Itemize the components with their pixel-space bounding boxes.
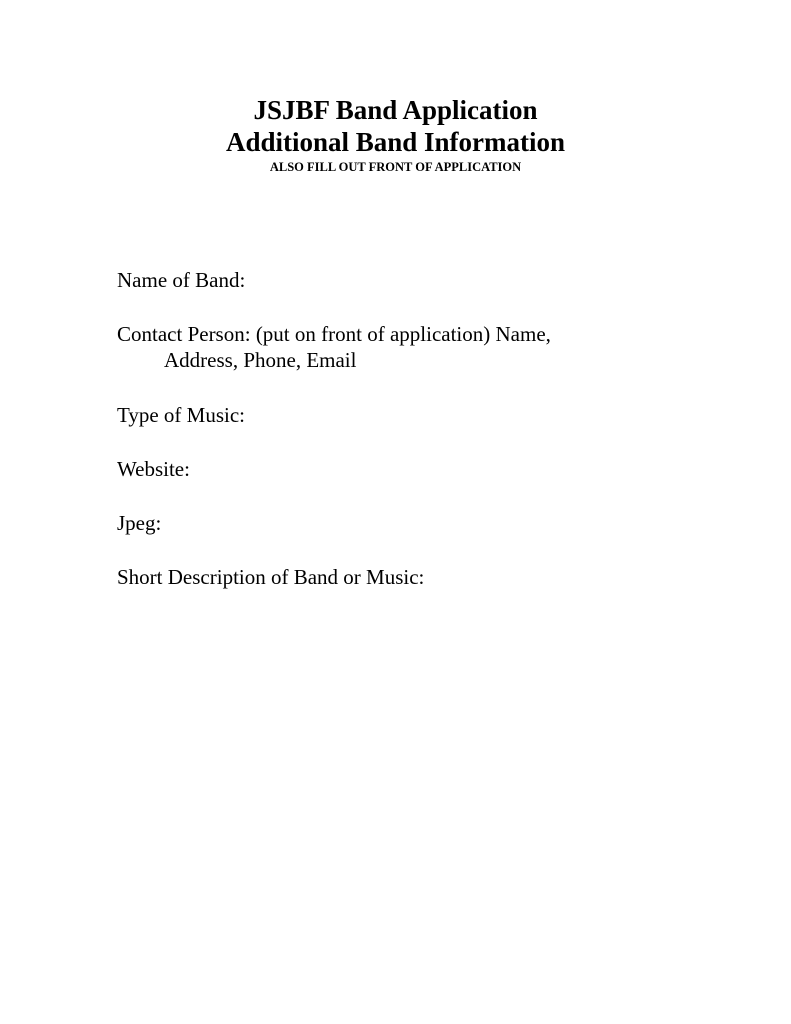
band-name-label: Name of Band:: [117, 268, 246, 292]
contact-person-line2: Address, Phone, Email: [164, 348, 357, 372]
document-title: JSJBF Band Application: [253, 95, 538, 125]
instruction-note: ALSO FILL OUT FRONT OF APPLICATION: [269, 160, 522, 174]
document-subtitle: Additional Band Information: [225, 127, 566, 157]
music-type-label: Type of Music:: [117, 403, 246, 427]
contact-person-label: [117, 321, 551, 373]
website-label: Website:: [117, 457, 190, 481]
jpeg-label: Jpeg:: [117, 511, 162, 535]
description-label: Short Description of Band or Music:: [117, 565, 425, 589]
contact-person-line1: Contact Person: (put on front of application) Name,: [117, 322, 551, 346]
